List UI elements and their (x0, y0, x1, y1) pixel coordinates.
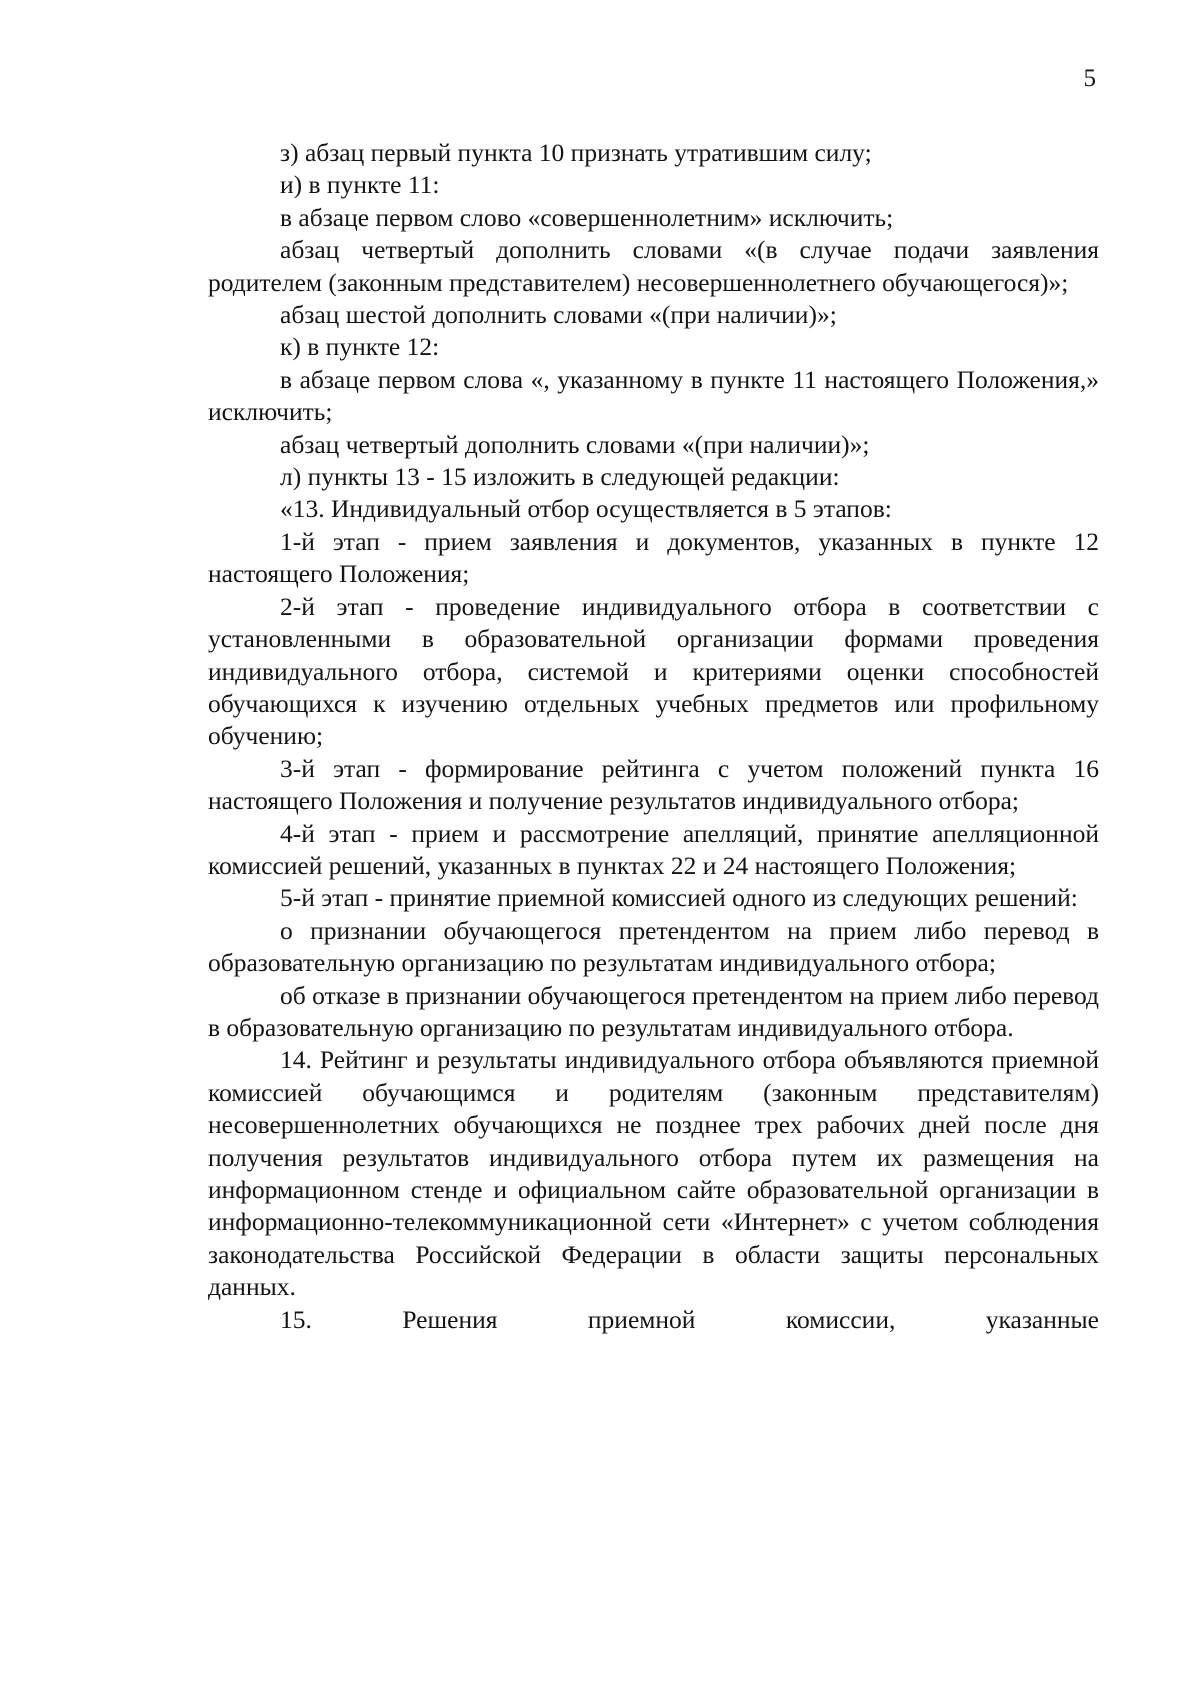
clause-13: «13. Индивидуальный отбор осуществляется в 5 этапов: (280, 494, 892, 524)
paragraph-k: к) в пункте 12: (280, 332, 440, 362)
page-number: 5 (1083, 65, 1096, 92)
stage-3: 3-й этап - формирование рейтинга с учетом положений пункта 16 настоящего Положения и получение результатов индивидуального отбора; (208, 753, 1099, 816)
decision-recognition: о признании обучающегося претендентом на прием либо перевод в образовательную организацию по результатам индивидуального отбора; (208, 915, 1099, 978)
stage-1: 1-й этап - прием заявления и документов, указанных в пункте 12 настоящего Положения; (208, 526, 1099, 589)
paragraph-k-first-abzac: в абзаце первом слова «, указанному в пункте 11 настоящего Положения,» исключить; (208, 364, 1099, 427)
document-body (208, 137, 1099, 1336)
clause-14: 14. Рейтинг и результаты индивидуального отбора объявляются приемной комиссией обучающимся и родителям (законным представителям) несовершеннолетних обучающихся не позднее трех рабочих дней после дня получения результатов индивидуального отбора путем их размещения на информационном стенде и официальном сайте образовательной организации в информационно-телекоммуникационной сети «Интернет» с учетом соблюдения законодательства Российской Федерации в области защиты персональных данных. (208, 1045, 1099, 1302)
stage-5: 5-й этап - принятие приемной комиссией одного из следующих решений: (280, 883, 1078, 913)
paragraph-i-first-abzac: в абзаце первом слово «совершеннолетним» исключить; (280, 202, 894, 232)
clause-15: 15. Решения приемной комиссии, указанные (280, 1304, 1099, 1334)
stage-2: 2-й этап - проведение индивидуального отбора в соответствии с установленными в образовательной организации формами проведения индивидуального отбора, системой и критериями оценки способностей обучающихся к изучению отдельных учебных предметов или профильному обучению; (208, 591, 1099, 751)
decision-refusal: об отказе в признании обучающегося претендентом на прием либо перевод в образовательную организацию по результатам индивидуального отбора. (208, 980, 1099, 1042)
stage-4: 4-й этап - прием и рассмотрение апелляций, принятие апелляционной комиссией решений, указанных в пунктах 22 и 24 настоящего Положения; (208, 818, 1099, 880)
paragraph-z: з) абзац первый пункта 10 признать утратившим силу; (280, 138, 872, 167)
paragraph-k-fourth-abzac: абзац четвертый дополнить словами «(при наличии)»; (280, 429, 870, 459)
paragraph-i-sixth-abzac: абзац шестой дополнить словами «(при наличии)»; (280, 300, 837, 330)
paragraph-i-fourth-abzac: абзац четвертый дополнить словами «(в случае подачи заявления родителем (законным представителем) несовершеннолетнего обучающегося)»; (208, 235, 1099, 297)
paragraph-i: и) в пункте 11: (280, 170, 440, 200)
paragraph-l: л) пункты 13 - 15 изложить в следующей редакции: (280, 462, 840, 492)
